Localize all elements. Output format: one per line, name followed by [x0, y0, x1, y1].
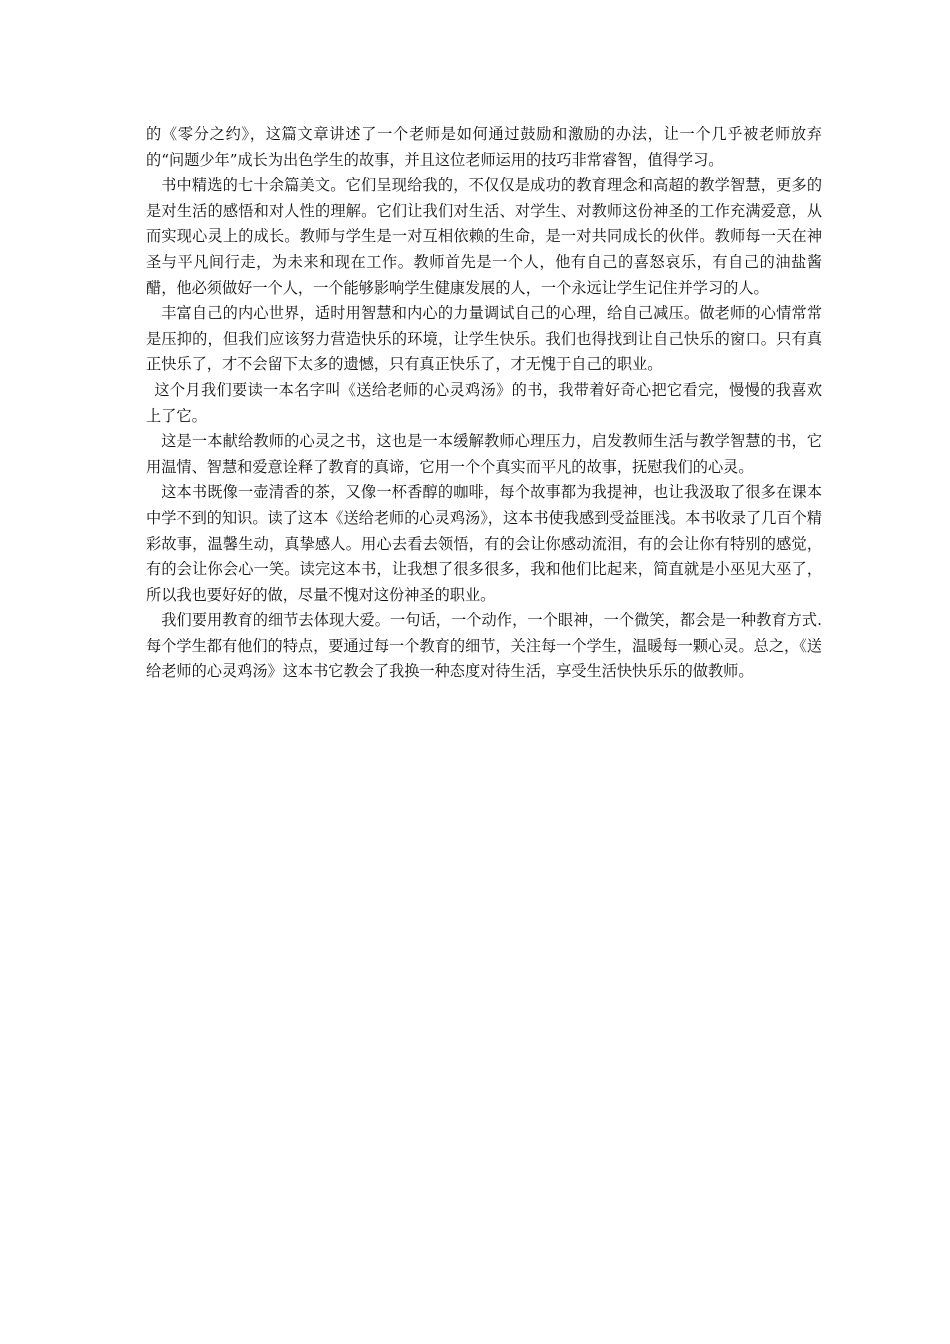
document-body — [146, 122, 822, 685]
paragraph-3: 丰富自己的内心世界，适时用智慧和内心的力量调试自己的心理，给自己减压。做老师的心情常常是压抑的，但我们应该努力营造快乐的环境，让学生快乐。我们也得找到让自己快乐的窗口。只有真正快乐了，才不会留下太多的遗憾，只有真正快乐了，才无愧于自己的职业。 — [146, 304, 822, 374]
paragraph-4: 这个月我们要读一本名字叫《送给老师的心灵鸡汤》的书，我带着好奇心把它看完，慢慢的我喜欢上了它。 — [146, 380, 822, 425]
paragraph-1: 的《零分之约》，这篇文章讲述了一个老师是如何通过鼓励和激励的办法，让一个几乎被老师放弃的“问题少年”成长为出色学生的故事，并且这位老师运用的技巧非常睿智，值得学习。 — [146, 125, 822, 169]
paragraph-7: 我们要用教育的细节去体现大爱。一句话，一个动作，一个眼神，一个微笑，都会是一种教育方式.每个学生都有他们的特点，要通过每一个教育的细节，关注每一个学生，温暖每一颗心灵。总之，《送给老师的心灵鸡汤》这本书它教会了我换一种态度对待生活，享受生活快快乐乐的做教师。 — [146, 611, 822, 681]
paragraph-6: 这本书既像一壶清香的茶，又像一杯香醇的咖啡，每个故事都为我提神，也让我汲取了很多在课本中学不到的知识。读了这本《送给老师的心灵鸡汤》，这本书使我感到受益匪浅。本书收录了几百个精彩故事，温馨生动，真挚感人。用心去看去领悟，有的会让你感动流泪，有的会让你有特别的感觉，有的会让你会心一笑。读完这本书，让我想了很多很多，我和他们比起来，简直就是小巫见大巫了，所以我也要好好的做，尽量不愧对这份神圣的职业。 — [146, 483, 822, 604]
paragraph-5: 这是一本献给教师的心灵之书，这也是一本缓解教师心理压力，启发教师生活与教学智慧的书，它用温情、智慧和爱意诠释了教育的真谛，它用一个个真实而平凡的故事，抚慰我们的心灵。 — [146, 432, 822, 476]
paragraph-2: 书中精选的七十余篇美文。它们呈现给我的，不仅仅是成功的教育理念和高超的教学智慧，更多的是对生活的感悟和对人性的理解。它们让我们对生活、对学生、对教师这份神圣的工作充满爱意，从而实现心灵上的成长。教师与学生是一对互相依赖的生命，是一对共同成长的伙伴。教师每一天在神圣与平凡间行走，为未来和现在工作。教师首先是一个人，他有自己的喜怒哀乐，有自己的油盐酱醋，他必须做好一个人，一个能够影响学生健康发展的人，一个永远让学生记住并学习的人。 — [146, 176, 822, 297]
